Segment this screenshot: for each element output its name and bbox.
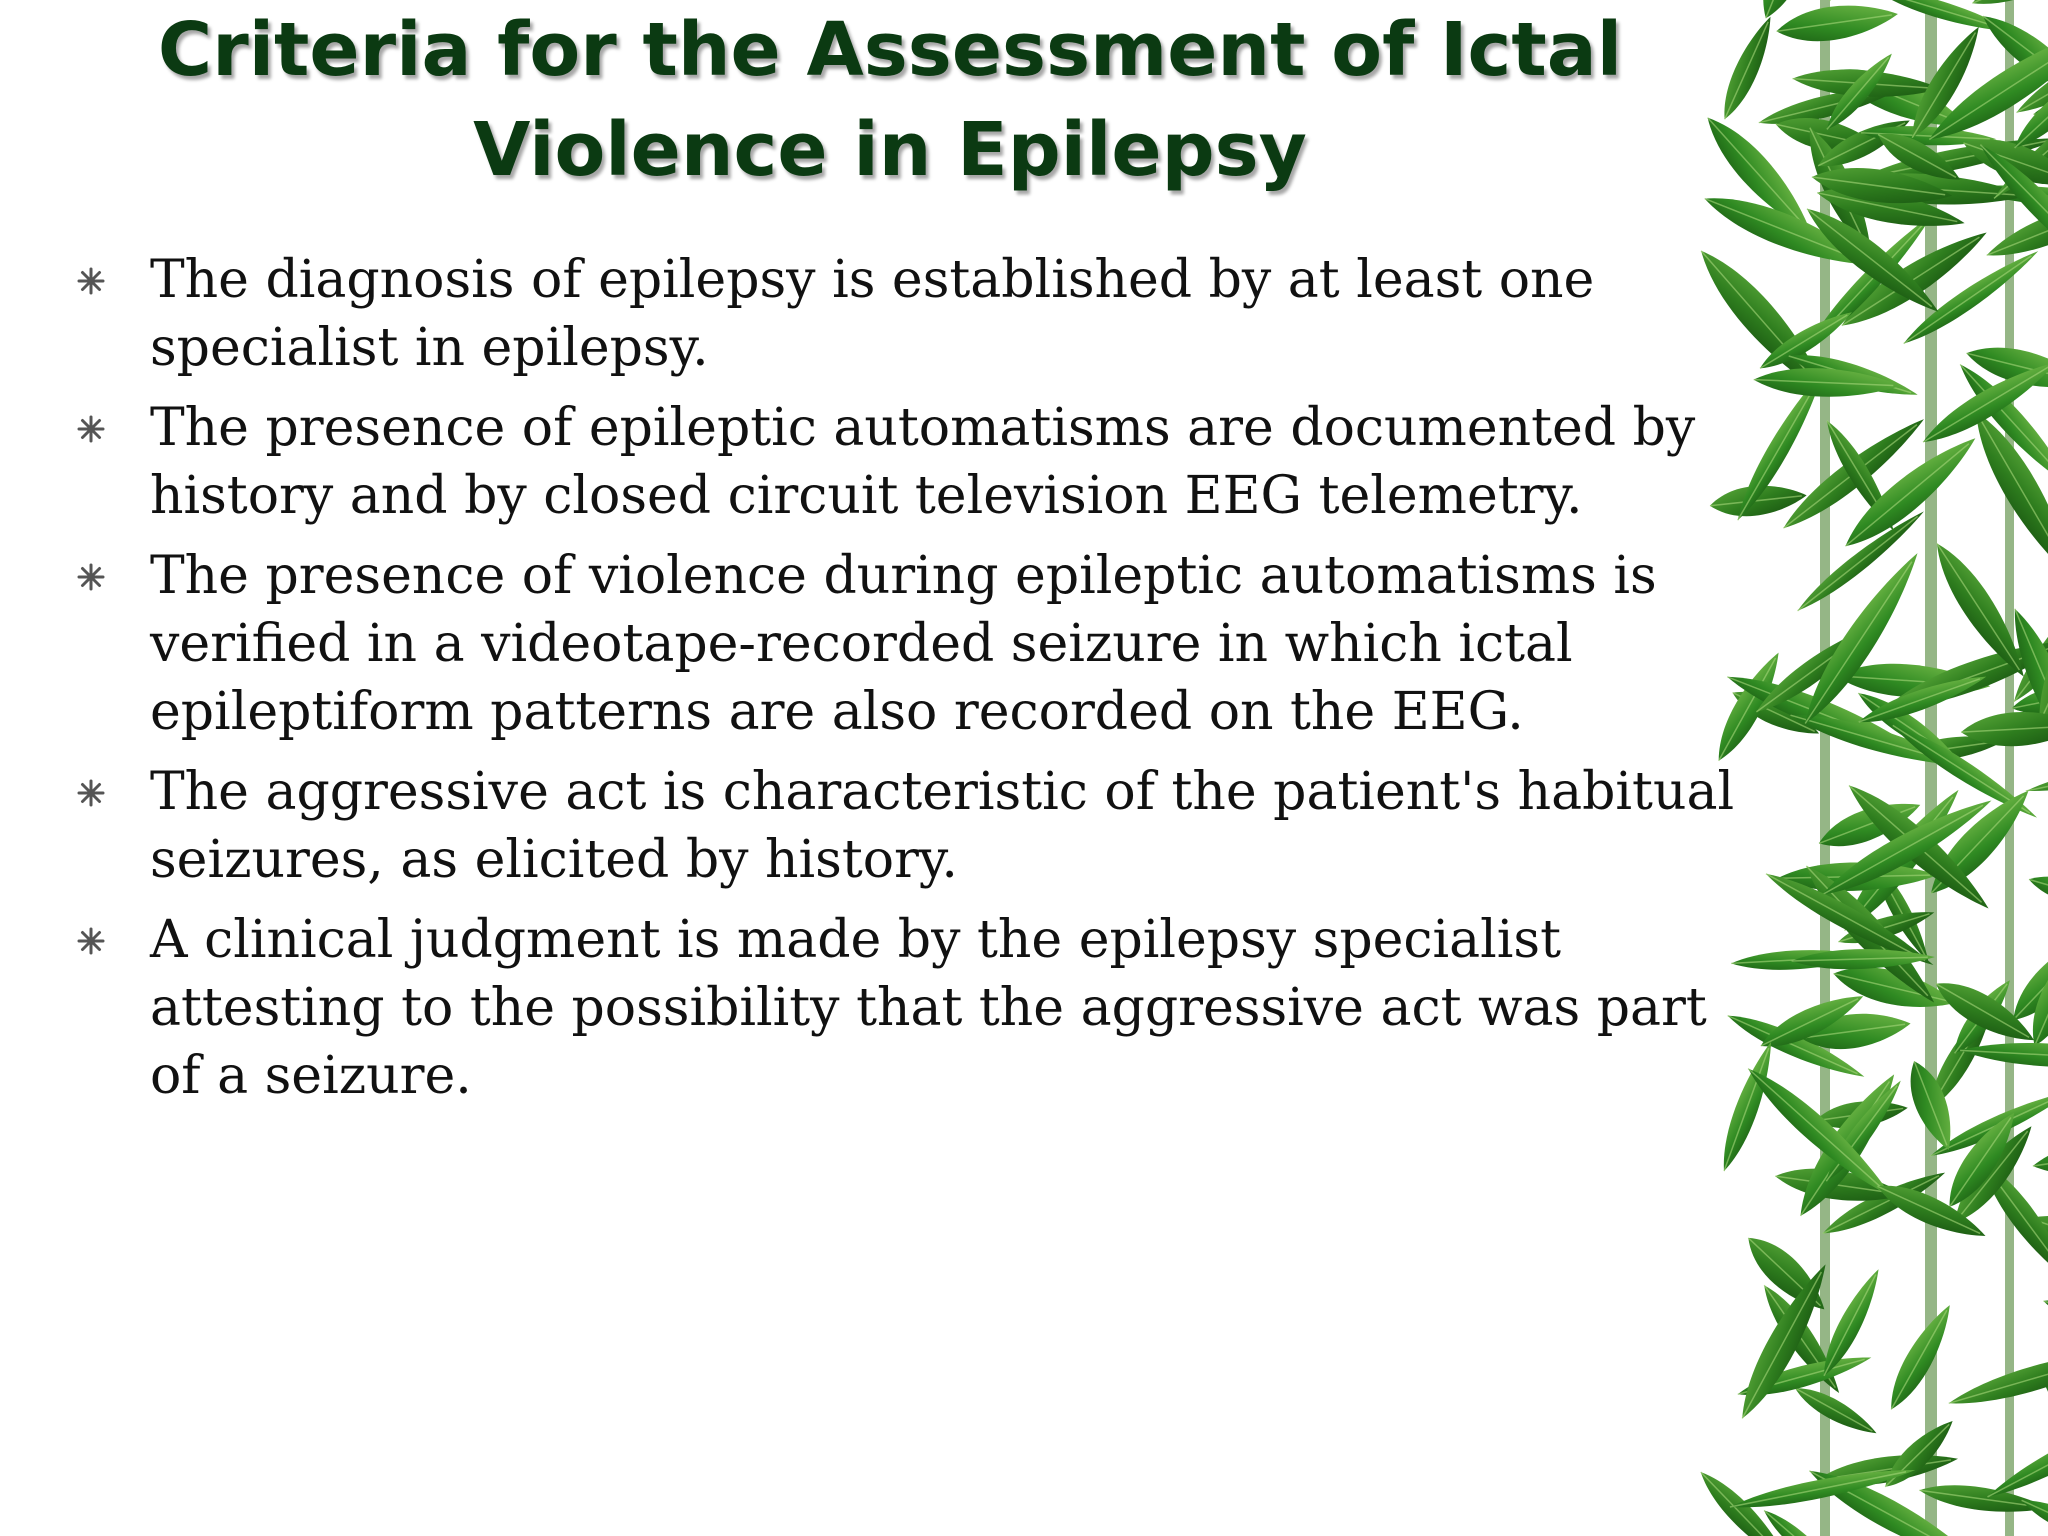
bullet-text: The diagnosis of epilepsy is established by at least one specialist in epilepsy. [150, 250, 1595, 378]
bullet-text: The aggressive act is characteristic of the patient's habitual seizures, as elicited by history. [150, 762, 1735, 890]
star-bullet-icon [76, 778, 106, 808]
bullet-list [70, 246, 1750, 1122]
star-bullet-icon [76, 562, 106, 592]
bullet-item [70, 394, 1750, 530]
bamboo-leaves-decoration [1670, 0, 2048, 1536]
bullet-item [70, 906, 1750, 1110]
bullet-text: The presence of violence during epileptic automatisms is verified in a videotape-recorded seizure in which ictal epileptiform patterns are also recorded on the EEG. [150, 546, 1657, 742]
slide-title: Criteria for the Assessment of Ictal Violence in Epilepsy [157, 7, 1623, 193]
star-bullet-icon [76, 926, 106, 956]
bullet-item [70, 758, 1750, 894]
bullet-text: The presence of epileptic automatisms are documented by history and by closed circuit television EEG telemetry. [150, 398, 1696, 526]
star-bullet-icon [76, 266, 106, 296]
bullet-item [70, 542, 1750, 746]
bullet-item [70, 246, 1750, 382]
star-bullet-icon [76, 414, 106, 444]
bullet-text: A clinical judgment is made by the epilepsy specialist attesting to the possibility that the aggressive act was part of a seizure. [150, 910, 1707, 1106]
